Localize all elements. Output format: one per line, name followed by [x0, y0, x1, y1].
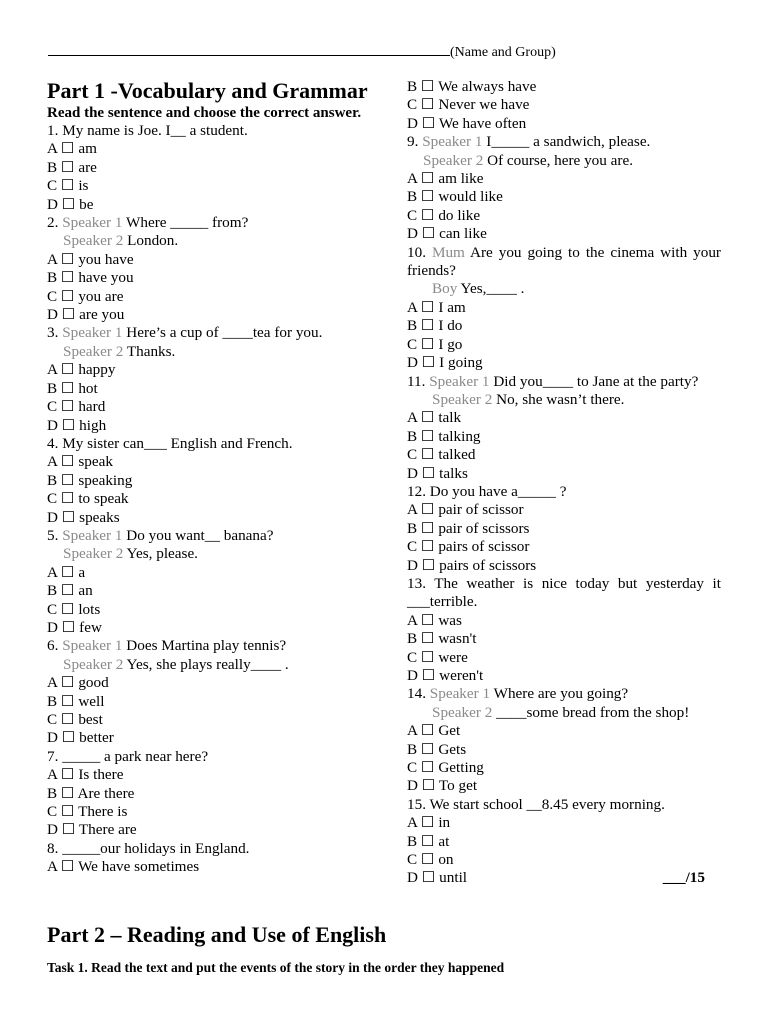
answer-option[interactable] — [407, 446, 721, 464]
speaker-label: Mum — [431, 243, 465, 261]
line-text: A ☐ in — [407, 814, 451, 832]
answer-option[interactable] — [407, 851, 721, 869]
line-text: C ☐ do like — [407, 206, 481, 224]
line-text: 7. _____ a park near here? — [47, 747, 209, 765]
line-text: B ☐ at — [407, 832, 450, 850]
line-text: A ☐ good — [47, 674, 109, 692]
line-text: No, she wasn’t there. — [492, 390, 625, 408]
speaker-label: Speaker 1 — [62, 324, 123, 342]
answer-option[interactable] — [407, 520, 721, 538]
line-text: A ☐ I am — [407, 298, 466, 316]
speaker-label: Speaker 1 — [62, 637, 123, 655]
answer-option[interactable] — [47, 417, 390, 435]
line-text: B ☐ speaking — [47, 471, 133, 489]
answer-option[interactable] — [47, 269, 390, 287]
line-text: Thanks. — [123, 342, 176, 360]
part1-instruction: Read the sentence and choose the correct answer. — [47, 105, 362, 121]
line-text: A ☐ you have — [47, 250, 134, 268]
line-text: D ☐ are you — [47, 306, 125, 324]
question-line — [407, 685, 721, 703]
answer-option[interactable] — [47, 177, 390, 195]
line-text: B ☐ talking — [407, 427, 481, 445]
line-text: A ☐ am — [47, 140, 97, 158]
line-text: B ☐ wasn't — [407, 630, 477, 648]
answer-option[interactable] — [407, 833, 721, 851]
line-text: D ☐ To get — [407, 777, 478, 795]
answer-option[interactable] — [407, 869, 721, 887]
line-text: ____some bread from the shop! — [492, 703, 690, 721]
answer-option[interactable] — [407, 501, 721, 519]
line-text: B ☐ I do — [407, 317, 463, 335]
question-line — [47, 748, 390, 766]
answer-option[interactable] — [407, 777, 721, 795]
answer-option[interactable] — [407, 354, 721, 372]
answer-option[interactable] — [47, 619, 390, 637]
line-text: I_____ a sandwich, please. — [482, 133, 651, 151]
question-number: 3. — [47, 324, 63, 342]
question-line — [407, 483, 721, 501]
line-text: A ☐ pair of scissor — [407, 501, 524, 519]
question-line — [407, 280, 721, 298]
line-text: C ☐ Getting — [407, 759, 484, 777]
line-text: D ☐ talks — [407, 464, 468, 482]
speaker-label: Speaker 2 — [63, 342, 124, 360]
answer-option[interactable] — [407, 225, 721, 243]
answer-option[interactable] — [47, 509, 390, 527]
line-text: Yes, please. — [123, 545, 198, 563]
answer-option[interactable] — [407, 428, 721, 446]
line-text: Do you want__ banana? — [122, 526, 274, 544]
line-text: A ☐ happy — [47, 361, 116, 379]
line-text: B ☐ are — [47, 158, 97, 176]
answer-option[interactable] — [47, 766, 390, 784]
question-line — [47, 545, 390, 563]
line-text: B ☐ We always have — [407, 78, 537, 95]
question-number: 9. — [407, 133, 423, 151]
right-column — [407, 78, 721, 888]
line-text: D ☐ pairs of scissors — [407, 556, 537, 574]
line-text: Yes, she plays really____ . — [123, 655, 289, 673]
speaker-label: Speaker 1 — [429, 372, 490, 390]
answer-option[interactable] — [407, 814, 721, 832]
answer-option[interactable] — [47, 159, 390, 177]
line-text: C ☐ hard — [47, 398, 106, 416]
line-text: D ☐ be — [47, 195, 94, 213]
answer-option[interactable] — [47, 674, 390, 692]
answer-option[interactable] — [407, 465, 721, 483]
question-line — [47, 232, 390, 250]
part1-score: ___/15 — [662, 869, 705, 887]
line-text: C ☐ lots — [47, 600, 101, 618]
answer-option[interactable] — [407, 170, 721, 188]
line-text: B ☐ hot — [47, 379, 98, 397]
answer-option[interactable] — [407, 317, 721, 335]
line-text: Yes,____ . — [457, 280, 525, 298]
question-number: 5. — [47, 526, 63, 544]
line-text: D ☐ better — [47, 729, 114, 747]
question-line — [407, 244, 721, 281]
line-text: C ☐ is — [47, 177, 89, 195]
line-text: 12. Do you have a_____ ? — [407, 482, 567, 500]
name-group-label: (Name and Group) — [450, 45, 556, 60]
answer-option[interactable] — [407, 649, 721, 667]
answer-option[interactable] — [407, 409, 721, 427]
line-text: C ☐ on — [407, 851, 454, 869]
line-text: D ☐ speaks — [47, 508, 120, 526]
speaker-label: Speaker 2 — [63, 545, 124, 563]
line-text: C ☐ talked — [407, 446, 476, 464]
line-text: Does Martina play tennis? — [122, 637, 287, 655]
speaker-label: Speaker 2 — [63, 655, 124, 673]
line-text: C ☐ Never we have — [407, 96, 530, 114]
answer-option[interactable] — [47, 711, 390, 729]
answer-option[interactable] — [47, 564, 390, 582]
line-text: B ☐ an — [47, 582, 93, 600]
line-text: Where _____ from? — [122, 214, 249, 232]
line-text: Of course, here you are. — [483, 151, 634, 169]
answer-option[interactable] — [407, 630, 721, 648]
question-line — [407, 152, 721, 170]
answer-option[interactable] — [407, 741, 721, 759]
line-text: London. — [123, 232, 179, 250]
speaker-label: Speaker 2 — [432, 703, 493, 721]
left-column — [47, 78, 390, 877]
answer-option[interactable] — [407, 759, 721, 777]
line-text: C ☐ you are — [47, 287, 124, 305]
line-text: A ☐ was — [407, 611, 462, 629]
line-text: 8. _____our holidays in England. — [47, 839, 250, 857]
line-text: B ☐ pair of scissors — [407, 519, 530, 537]
answer-option[interactable] — [47, 693, 390, 711]
line-text: 15. We start school __8.45 every morning. — [407, 795, 665, 813]
line-text: D ☐ high — [47, 416, 107, 434]
line-text: A ☐ Is there — [47, 766, 124, 784]
answer-option[interactable] — [47, 140, 390, 158]
question-line — [47, 343, 390, 361]
line-text: C ☐ were — [407, 648, 468, 666]
answer-option[interactable] — [407, 207, 721, 225]
speaker-label: Speaker 1 — [429, 685, 491, 703]
line-text: 4. My sister can___ English and French. — [47, 434, 293, 452]
answer-option[interactable] — [407, 336, 721, 354]
right-question-list — [407, 78, 721, 888]
speaker-label: Speaker 1 — [422, 133, 483, 151]
line-text: A ☐ We have sometimes — [47, 858, 200, 876]
answer-option[interactable] — [47, 251, 390, 269]
line-text: D ☐ until — [407, 869, 468, 887]
question-line — [47, 324, 390, 342]
answer-option[interactable] — [407, 722, 721, 740]
answer-option[interactable] — [407, 96, 721, 114]
answer-option[interactable] — [47, 729, 390, 747]
answer-option[interactable] — [47, 472, 390, 490]
question-line — [47, 214, 390, 232]
question-line — [47, 527, 390, 545]
answer-option[interactable] — [407, 612, 721, 630]
question-line — [407, 373, 721, 391]
part1-title: Part 1 -Vocabulary and Grammar — [47, 78, 368, 103]
speaker-label: Speaker 2 — [423, 151, 484, 169]
speaker-label: Speaker 1 — [62, 526, 123, 544]
question-number: 2. — [47, 214, 63, 232]
speaker-label: Speaker 2 — [432, 390, 493, 408]
line-text: A ☐ am like — [407, 170, 484, 188]
line-text: B ☐ well — [47, 692, 105, 710]
answer-option[interactable] — [47, 380, 390, 398]
answer-option[interactable] — [407, 115, 721, 133]
line-text: D ☐ I going — [407, 354, 483, 372]
question-number: 11. — [407, 372, 430, 390]
line-text: C ☐ There is — [47, 803, 128, 821]
line-text: B ☐ Are there — [47, 784, 135, 802]
answer-option[interactable] — [407, 78, 721, 96]
line-text: A ☐ Get — [407, 722, 461, 740]
line-text: A ☐ talk — [407, 409, 462, 427]
question-line — [47, 656, 390, 674]
task1-instruction: Task 1. Read the text and put the events of the story in the order they happened — [47, 960, 505, 975]
line-text: D ☐ can like — [407, 225, 487, 243]
answer-option[interactable] — [47, 490, 390, 508]
speaker-label: Speaker 1 — [62, 214, 123, 232]
question-number: 14. — [407, 685, 430, 703]
speaker-label: Boy — [432, 280, 458, 298]
answer-option[interactable] — [47, 803, 390, 821]
answer-option[interactable] — [407, 557, 721, 575]
answer-option[interactable] — [47, 858, 390, 876]
answer-option[interactable] — [407, 299, 721, 317]
answer-option[interactable] — [407, 188, 721, 206]
question-line — [47, 435, 390, 453]
answer-option[interactable] — [47, 398, 390, 416]
question-line — [47, 840, 390, 858]
answer-option[interactable] — [47, 601, 390, 619]
line-text: A ☐ speak — [47, 453, 113, 471]
question-line — [407, 391, 721, 409]
line-text: D ☐ weren't — [407, 667, 484, 684]
line-text: C ☐ I go — [407, 335, 463, 353]
question-line — [407, 796, 721, 814]
question-line — [407, 704, 721, 722]
line-text: Did you____ to Jane at the party? — [489, 372, 699, 390]
line-text: C ☐ best — [47, 711, 103, 728]
answer-option[interactable] — [47, 288, 390, 306]
question-number: 6. — [47, 637, 63, 655]
line-text: C ☐ pairs of scissor — [407, 538, 530, 556]
answer-option[interactable] — [47, 582, 390, 600]
name-blank-rule — [48, 43, 450, 56]
question-line — [47, 637, 390, 655]
line-text: D ☐ There are — [47, 821, 137, 839]
line-text: B ☐ would like — [407, 188, 503, 206]
answer-option[interactable] — [47, 821, 390, 839]
line-text: B ☐ have you — [47, 269, 134, 287]
left-question-list — [47, 122, 390, 877]
question-line — [407, 575, 721, 612]
answer-option[interactable] — [47, 361, 390, 379]
line-text: B ☐ Gets — [407, 740, 467, 758]
part2-title: Part 2 – Reading and Use of English — [47, 922, 387, 947]
answer-option[interactable] — [47, 306, 390, 324]
line-text: D ☐ few — [47, 618, 102, 636]
question-number: 10. — [407, 243, 432, 261]
line-text: A ☐ a — [47, 563, 86, 581]
question-line — [47, 122, 390, 140]
answer-option[interactable] — [407, 667, 721, 685]
answer-option[interactable] — [47, 196, 390, 214]
line-text: Where are you going? — [490, 685, 629, 703]
answer-option[interactable] — [407, 538, 721, 556]
line-text: 13. The weather is nice today but yesterday it ___terrible. — [407, 574, 721, 611]
answer-option[interactable] — [47, 785, 390, 803]
line-text: C ☐ to speak — [47, 490, 129, 508]
answer-option[interactable] — [47, 453, 390, 471]
name-and-group-line — [48, 43, 648, 62]
question-line — [407, 133, 721, 151]
line-text: D ☐ We have often — [407, 114, 527, 132]
line-text: 1. My name is Joe. I__ a student. — [47, 122, 248, 139]
line-text: Here’s a cup of ____tea for you. — [122, 324, 323, 342]
speaker-label: Speaker 2 — [63, 232, 124, 250]
line-text: Are you going to the cinema with your friends? — [407, 243, 721, 280]
